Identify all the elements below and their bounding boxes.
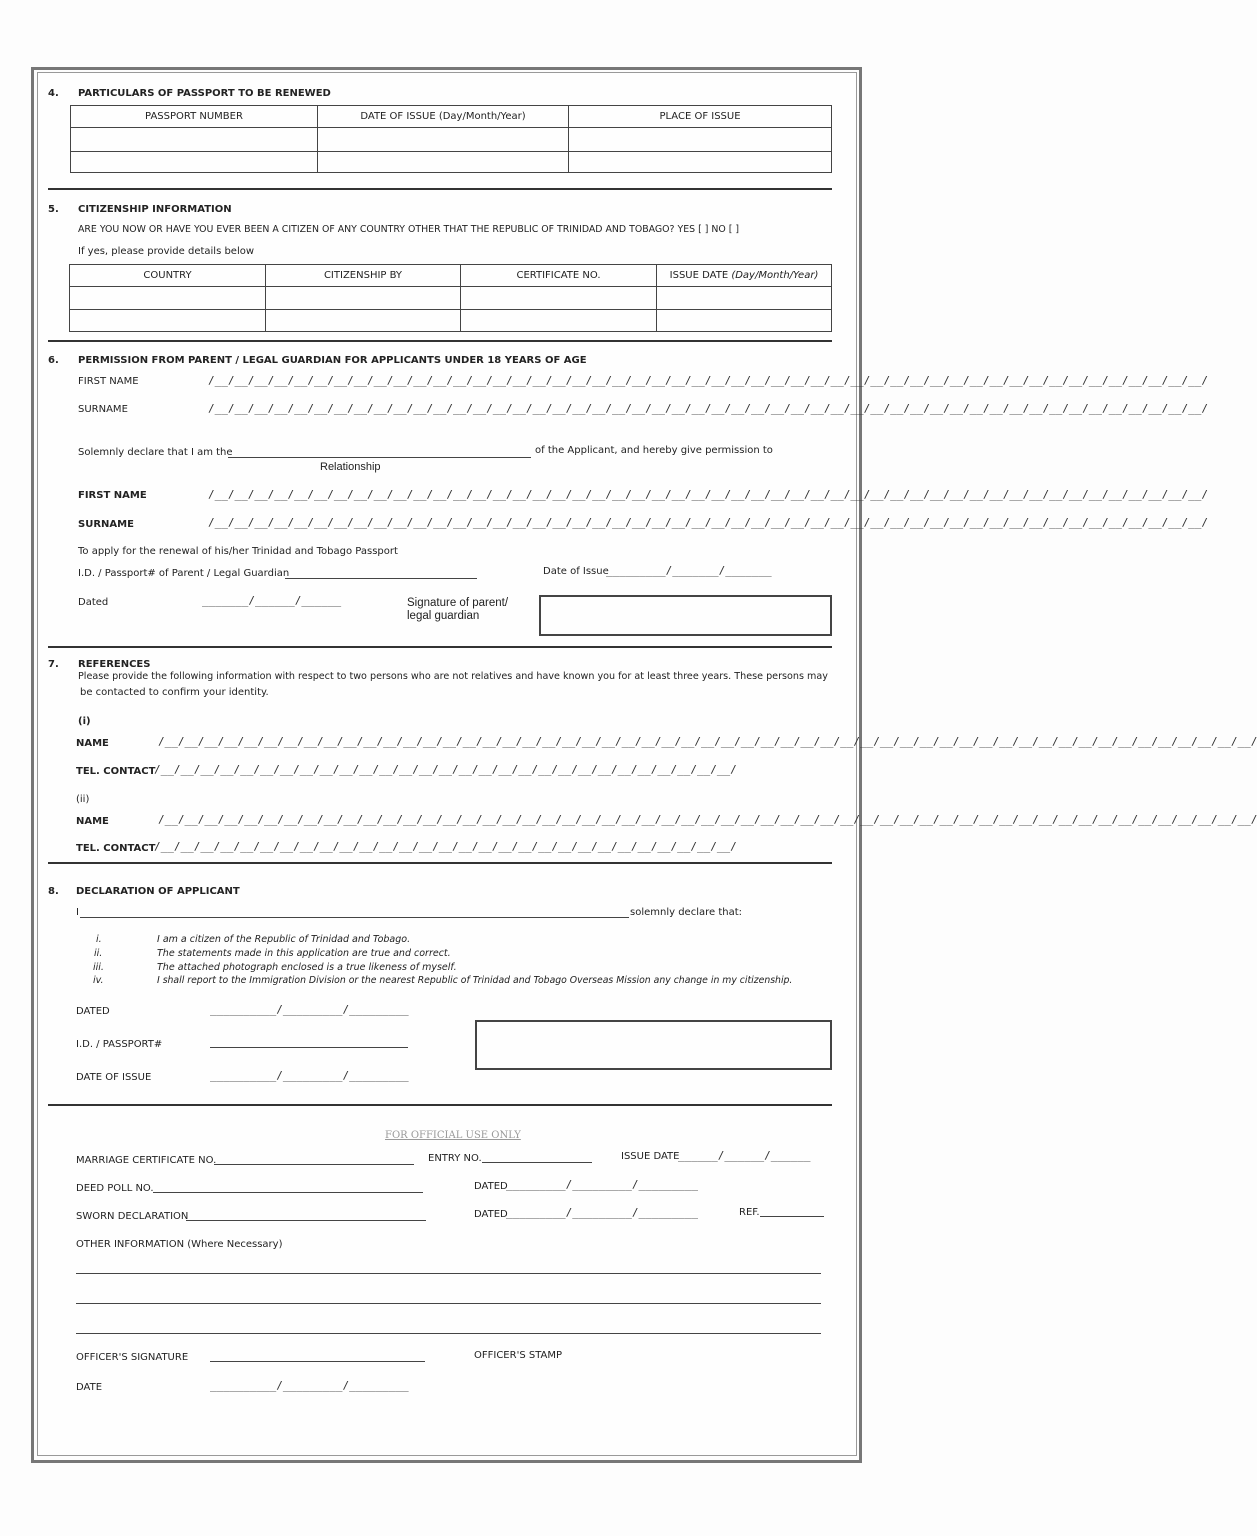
sworn-declaration-label: SWORN DECLARATION xyxy=(76,1211,189,1222)
issue-date-header-label: ISSUE DATE xyxy=(669,270,732,281)
certificate-no-cell[interactable] xyxy=(461,310,657,332)
applicant-dated-label: DATED xyxy=(76,1006,110,1017)
section-divider xyxy=(48,340,832,342)
section-6-title: PERMISSION FROM PARENT / LEGAL GUARDIAN FOR APPLICANTS UNDER 18 YEARS OF AGE xyxy=(78,355,587,366)
section-divider xyxy=(48,1104,832,1106)
section-divider xyxy=(48,188,832,190)
declaration-item-1-number: i. xyxy=(96,934,102,945)
ref1-name-label: NAME xyxy=(76,738,109,749)
section-divider xyxy=(48,862,832,864)
date-of-issue-cell[interactable] xyxy=(318,152,569,173)
applicant-dated-field[interactable]: __________/_________/_________ xyxy=(210,1003,409,1016)
applicant-id-label: I.D. / PASSPORT# xyxy=(76,1039,163,1050)
entry-no-label: ENTRY NO. xyxy=(428,1153,482,1164)
officer-date-field[interactable]: __________/_________/_________ xyxy=(210,1379,409,1392)
section-5-number: 5. xyxy=(48,204,59,215)
issue-date-header xyxy=(657,265,832,287)
declaration-item-2-text: The statements made in this application are true and correct. xyxy=(157,948,451,959)
apply-renewal-text: To apply for the renewal of his/her Trinidad and Tobago Passport xyxy=(78,546,398,557)
relationship-field[interactable] xyxy=(228,457,531,458)
section-5-title: CITIZENSHIP INFORMATION xyxy=(78,204,232,215)
applicant-surname-boxes[interactable]: /__/__/__/__/__/__/__/__/__/__/__/__/__/__/__/__/__/__/__/__/__/__/__/__/__/__/__/__/__/__/__/__/__/__/__/__/__/__/__/__/__/__/__/__/__/__/__/__/__/__/ xyxy=(208,516,1209,529)
declaration-item-4-number: iv. xyxy=(93,975,104,986)
guardian-signature-box[interactable] xyxy=(539,595,832,636)
section-4-title: PARTICULARS OF PASSPORT TO BE RENEWED xyxy=(78,88,331,99)
declaration-item-3-text: The attached photograph enclosed is a true likeness of myself. xyxy=(157,962,457,973)
applicant-id-field[interactable] xyxy=(210,1047,408,1048)
citizenship-table xyxy=(69,264,832,332)
parent-id-field[interactable] xyxy=(285,578,477,579)
ref2-tel-boxes[interactable]: /__/__/__/__/__/__/__/__/__/__/__/__/__/__/__/__/__/__/__/__/__/__/__/__/__/__/__/__/__/ xyxy=(154,840,737,853)
guardian-first-name-boxes[interactable]: /__/__/__/__/__/__/__/__/__/__/__/__/__/__/__/__/__/__/__/__/__/__/__/__/__/__/__/__/__/__/__/__/__/__/__/__/__/__/__/__/__/__/__/__/__/__/__/__/__/__/ xyxy=(208,374,1209,387)
guardian-surname-label: SURNAME xyxy=(78,404,128,415)
entry-no-field[interactable] xyxy=(482,1162,592,1163)
country-header: COUNTRY xyxy=(70,265,266,287)
section-8-number: 8. xyxy=(48,886,59,897)
ref-field[interactable] xyxy=(760,1216,824,1217)
marriage-cert-field[interactable] xyxy=(214,1164,414,1165)
applicant-date-of-issue-label: DATE OF ISSUE xyxy=(76,1072,152,1083)
date-of-issue-cell[interactable] xyxy=(318,128,569,152)
other-info-line-3[interactable] xyxy=(76,1333,821,1334)
officer-date-label: DATE xyxy=(76,1382,103,1393)
issue-date-field[interactable]: ______/______/______ xyxy=(678,1149,811,1162)
other-info-line-2[interactable] xyxy=(76,1303,821,1304)
applicant-first-name-boxes[interactable]: /__/__/__/__/__/__/__/__/__/__/__/__/__/__/__/__/__/__/__/__/__/__/__/__/__/__/__/__/__/__/__/__/__/__/__/__/__/__/__/__/__/__/__/__/__/__/__/__/__/__/ xyxy=(208,488,1209,501)
officer-stamp-label: OFFICER'S STAMP xyxy=(474,1350,563,1361)
guardian-dated-field[interactable]: _______/______/______ xyxy=(202,594,342,607)
deed-dated-field[interactable]: _________/_________/_________ xyxy=(506,1178,699,1191)
parent-date-of-issue-field[interactable]: _________/_______/_______ xyxy=(606,564,772,577)
place-of-issue-header: PLACE OF ISSUE xyxy=(569,106,832,128)
declaration-item-3-number: iii. xyxy=(93,962,104,973)
section-4-number: 4. xyxy=(48,88,59,99)
references-intro: Please provide the following information with respect to two persons who are not relatives and have known you for at least three years. These persons may xyxy=(78,671,828,682)
declaration-item-1-text: I am a citizen of the Republic of Trinidad and Tobago. xyxy=(157,934,411,945)
references-intro-cont: be contacted to confirm your identity. xyxy=(80,687,269,698)
parent-id-label: I.D. / Passport# of Parent / Legal Guardian xyxy=(78,568,290,579)
passport-number-cell[interactable] xyxy=(71,152,318,173)
section-7-title: REFERENCES xyxy=(78,659,151,670)
ref-label: REF. xyxy=(739,1207,760,1218)
country-cell[interactable] xyxy=(70,310,266,332)
section-6-number: 6. xyxy=(48,355,59,366)
issue-date-cell[interactable] xyxy=(657,310,832,332)
ref1-tel-boxes[interactable]: /__/__/__/__/__/__/__/__/__/__/__/__/__/__/__/__/__/__/__/__/__/__/__/__/__/__/__/__/__/ xyxy=(154,763,737,776)
if-yes-instruction: If yes, please provide details below xyxy=(78,246,255,257)
ref2-name-label: NAME xyxy=(76,816,109,827)
deed-poll-label: DEED POLL NO. xyxy=(76,1183,154,1194)
declarant-i-label: I xyxy=(76,907,79,918)
declare-pre-text: Solemnly declare that I am the xyxy=(78,447,233,458)
declare-post-text: of the Applicant, and hereby give permission to xyxy=(535,445,773,456)
declaration-item-4-text: I shall report to the Immigration Division or the nearest Republic of Trinidad and Tobago Overseas Mission any change in my citizenship. xyxy=(157,975,793,986)
ref2-name-boxes[interactable]: /__/__/__/__/__/__/__/__/__/__/__/__/__/__/__/__/__/__/__/__/__/__/__/__/__/__/__/__/__/__/__/__/__/__/__/__/__/__/__/__/__/__/__/__/__/__/__/__/__/__/__/__/__/__/__/ xyxy=(158,813,1257,826)
place-of-issue-cell[interactable] xyxy=(569,128,832,152)
applicant-date-of-issue-field[interactable]: __________/_________/_________ xyxy=(210,1069,409,1082)
citizenship-question: ARE YOU NOW OR HAVE YOU EVER BEEN A CITIZEN OF ANY COUNTRY OTHER THAT THE REPUBLIC OF TRINIDAD AND TOBAGO? YES [ ] NO [ ] xyxy=(78,224,740,235)
passport-number-header: PASSPORT NUMBER xyxy=(71,106,318,128)
section-8-title: DECLARATION OF APPLICANT xyxy=(76,886,240,897)
sworn-dated-field[interactable]: _________/_________/_________ xyxy=(506,1206,699,1219)
certificate-no-header: CERTIFICATE NO. xyxy=(461,265,657,287)
passport-number-cell[interactable] xyxy=(71,128,318,152)
passport-table xyxy=(70,105,832,173)
ref1-name-boxes[interactable]: /__/__/__/__/__/__/__/__/__/__/__/__/__/__/__/__/__/__/__/__/__/__/__/__/__/__/__/__/__/__/__/__/__/__/__/__/__/__/__/__/__/__/__/__/__/__/__/__/__/__/__/__/__/__/__/ xyxy=(158,735,1257,748)
guardian-dated-label: Dated xyxy=(78,597,109,608)
sworn-declaration-field[interactable] xyxy=(186,1220,426,1221)
relationship-caption: Relationship xyxy=(320,461,381,473)
reference-1-label: (i) xyxy=(78,716,91,727)
ref1-tel-label: TEL. CONTACT xyxy=(76,766,156,777)
declaration-item-2-number: ii. xyxy=(94,948,103,959)
applicant-surname-label: SURNAME xyxy=(78,519,134,530)
officer-signature-label: OFFICER'S SIGNATURE xyxy=(76,1352,189,1363)
issue-date-cell[interactable] xyxy=(657,287,832,310)
ref2-tel-label: TEL. CONTACT xyxy=(76,843,156,854)
deed-poll-field[interactable] xyxy=(153,1192,423,1193)
deed-dated-label: DATED xyxy=(474,1181,508,1192)
other-info-label: OTHER INFORMATION (Where Necessary) xyxy=(76,1239,283,1250)
guardian-first-name-label: FIRST NAME xyxy=(78,376,139,387)
guardian-signature-label: Signature of parent/ legal guardian xyxy=(407,597,509,622)
solemnly-declare-text: solemnly declare that: xyxy=(630,907,743,918)
officer-signature-field[interactable] xyxy=(210,1361,425,1362)
applicant-first-name-label: FIRST NAME xyxy=(78,490,147,501)
citizenship-by-header: CITIZENSHIP BY xyxy=(266,265,461,287)
date-of-issue-header: DATE OF ISSUE (Day/Month/Year) xyxy=(318,106,569,128)
official-use-title: FOR OFFICIAL USE ONLY xyxy=(385,1130,521,1141)
certificate-no-cell[interactable] xyxy=(461,287,657,310)
guardian-surname-boxes[interactable]: /__/__/__/__/__/__/__/__/__/__/__/__/__/__/__/__/__/__/__/__/__/__/__/__/__/__/__/__/__/__/__/__/__/__/__/__/__/__/__/__/__/__/__/__/__/__/__/__/__/__/ xyxy=(208,402,1209,415)
section-divider xyxy=(48,646,832,648)
sworn-dated-label: DATED xyxy=(474,1209,508,1220)
citizenship-by-cell[interactable] xyxy=(266,310,461,332)
marriage-cert-label: MARRIAGE CERTIFICATE NO. xyxy=(76,1155,217,1166)
declarant-name-field[interactable] xyxy=(80,917,629,918)
parent-date-of-issue-label: Date of Issue xyxy=(543,566,609,577)
section-7-number: 7. xyxy=(48,659,59,670)
place-of-issue-cell[interactable] xyxy=(569,152,832,173)
country-cell[interactable] xyxy=(70,287,266,310)
other-info-line-1[interactable] xyxy=(76,1273,821,1274)
issue-date-format: (Day/Month/Year) xyxy=(731,270,819,281)
citizenship-by-cell[interactable] xyxy=(266,287,461,310)
applicant-signature-box[interactable] xyxy=(475,1020,832,1070)
issue-date-label: ISSUE DATE xyxy=(621,1151,680,1162)
reference-2-label: (ii) xyxy=(76,794,90,805)
